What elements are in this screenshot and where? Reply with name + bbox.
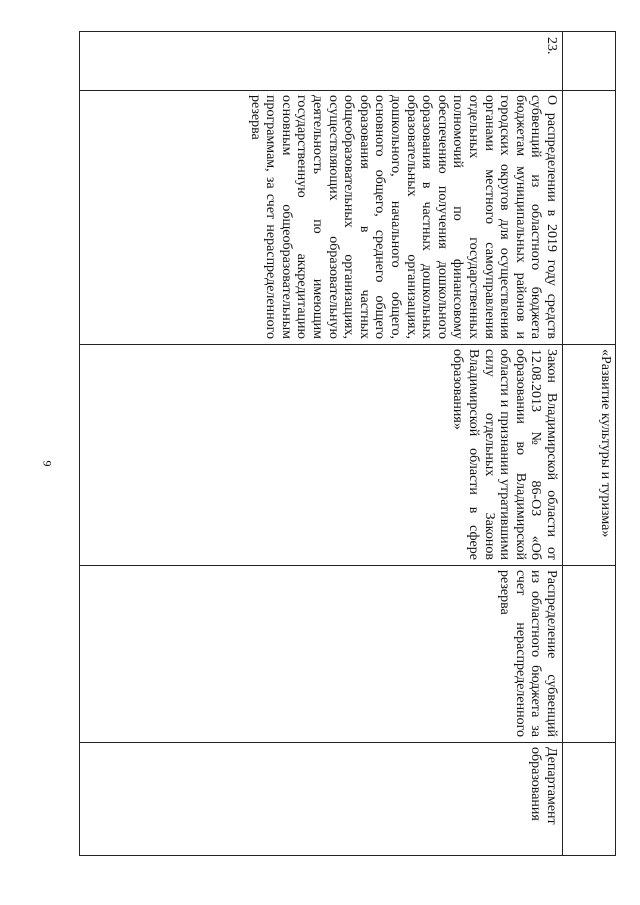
legal-basis-cell: Закон Владимирской области от 12.08.2013 № 86-ОЗ «Об образовании во Владимирской области и признании утратившими силу отдельных Законов Владимирской области в сфере образования»	[450, 349, 559, 560]
rotated-table-area	[79, 31, 616, 856]
header-program-cell: «Развитие культуры и туризма»	[598, 349, 613, 538]
executor-cell: Департамент образования	[528, 747, 559, 825]
table	[79, 31, 616, 856]
page-number: 9	[40, 460, 55, 467]
decision-cell: О распределении в 2019 году средств субвенций из областного бюджета бюджетам муниципальных районов и городских округов для осуществления органами местного самоуправления отдельных государственных полномочий по финансовому обеспечению получения дошкольного образования в частных дошкольных образовательных организациях, дошкольного, начального общего, основного общего, среднего общего образования в частных общеобразовательных организациях, осуществляющих образовательную деятельность по имеющим государственную аккредитацию основным общеобразовательным программам, за счет нераспределенного резерва	[247, 95, 559, 339]
col-number	[80, 32, 615, 90]
row-number: 23.	[544, 37, 559, 55]
funding-cell: Распределение субвенций из областного бюджета за счет нераспределенного резерва	[497, 570, 559, 737]
